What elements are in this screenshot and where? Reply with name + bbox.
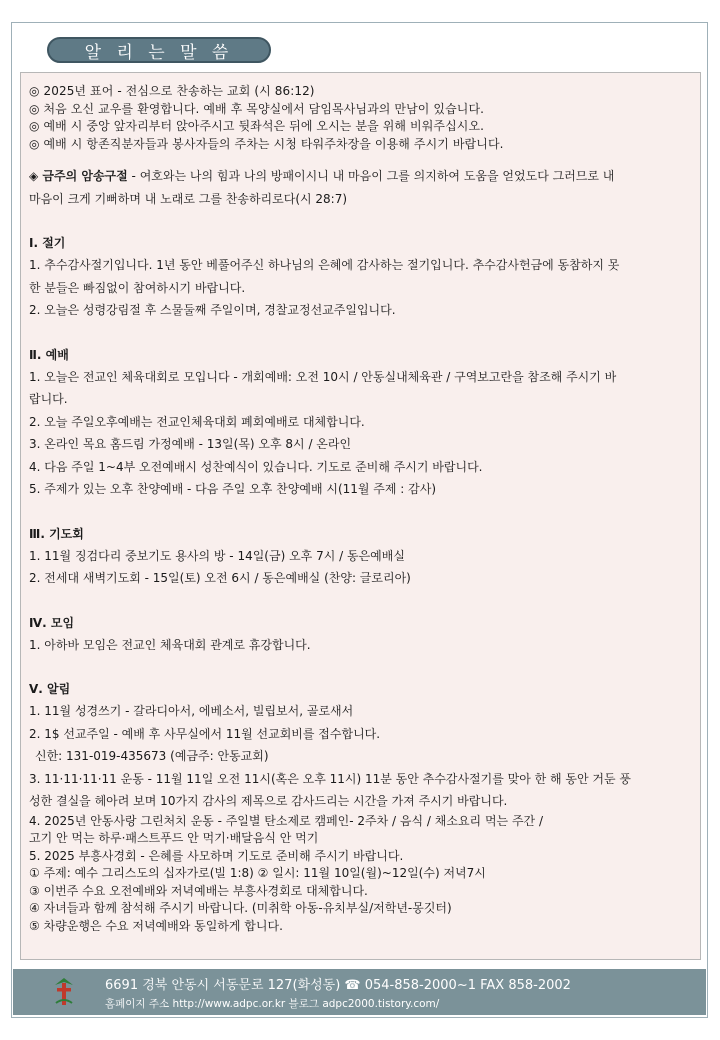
notice-list — [29, 83, 692, 153]
footer — [13, 969, 706, 1015]
section-item: 1. 추수감사절기입니다. 1년 동안 베풀어주신 하나님의 은혜에 감사하는 절기입니다. 추수감사헌금에 동참하지 못 — [29, 258, 620, 272]
section-item: ④ 자녀들과 함께 참석해 주시기 바랍니다. (미취학 아동-유치부실/저학년-몽깃터) — [29, 901, 452, 915]
memory-verse-text-2: 마음이 크게 기뻐하며 내 노래로 그를 찬송하리로다(시 28:7) — [29, 191, 348, 206]
memory-verse-text: - 여호와는 나의 힘과 나의 방패이시니 내 마음이 그를 의지하여 도움을 얻었도다 그러므로 내 — [127, 169, 615, 183]
section-item: 1. 11월 성경쓰기 - 갈라디아서, 에베소서, 빌립보서, 골로새서 — [29, 704, 354, 718]
page-title-text: 알 리 는 말 씀 — [84, 42, 234, 63]
section-heading: Ⅴ. 알림 — [29, 682, 71, 696]
memory-verse-label: ◈ 금주의 암송구절 — [29, 169, 128, 183]
section-festival — [29, 232, 692, 322]
section-item: 성한 결실을 헤아려 보며 10가지 감사의 제목으로 감사드리는 시간을 가져 주시기 바랍니다. — [29, 794, 508, 808]
notice-item: ◎ 예배 시 중앙 앞자리부터 앉아주시고 뒷좌석은 뒤에 오시는 분을 위해 비워주십시오. — [29, 119, 485, 133]
section-item: ① 주제: 예수 그리스도의 십자가로(빌 1:8) ② 일시: 11월 10일(월)~12일(수) 저녁7시 — [29, 866, 486, 880]
section-item: 1. 11월 징검다리 중보기도 용사의 방 - 14일(금) 오후 7시 / 동은예배실 — [29, 548, 405, 563]
church-logo-icon — [53, 977, 75, 1007]
section-item: 4. 다음 주일 1~4부 오전예배시 성찬예식이 있습니다. 기도로 준비해 주시기 바랍니다. — [29, 459, 483, 474]
section-heading: Ⅰ. 절기 — [29, 236, 66, 250]
section-heading: Ⅲ. 기도회 — [29, 526, 84, 541]
section-worship — [29, 344, 692, 501]
section-item: 한 분들은 빠짐없이 참여하시기 바랍니다. — [29, 280, 246, 295]
footer-web[interactable]: 홈페이지 주소 http://www.adpc.or.kr 블로그 adpc2000.tistory.com/ — [105, 998, 440, 1010]
memory-verse — [29, 165, 692, 210]
section-notice — [29, 678, 692, 935]
section-item: 2. 오늘은 성령강림절 후 스물둘째 주일이며, 경찰교정선교주일입니다. — [29, 303, 396, 317]
section-item: 2. 오늘 주일오후예배는 전교인체육대회 폐회예배로 대체합니다. — [29, 414, 365, 429]
section-item: 3. 11·11·11·11 운동 - 11월 11일 오전 11시(혹은 오후 11시) 11분 동안 추수감사절기를 맞아 한 해 동안 거둔 풍 — [29, 771, 632, 786]
section-item: 2. 1$ 선교주일 - 예배 후 사무실에서 11월 선교회비를 접수합니다. — [29, 726, 381, 741]
section-item: 랍니다. — [29, 392, 68, 406]
section-item: ⑤ 차량운행은 수요 저녁예배와 동일하게 합니다. — [29, 918, 283, 933]
notice-item: ◎ 예배 시 항존직분자들과 봉사자들의 주차는 시청 타워주차장을 이용해 주시기 바랍니다. — [29, 136, 504, 151]
announcement-box — [20, 72, 701, 960]
notice-item: ◎ 2025년 표어 - 전심으로 찬송하는 교회 (시 86:12) — [29, 84, 315, 98]
section-heading: Ⅱ. 예배 — [29, 347, 69, 362]
footer-address: 6691 경북 안동시 서동문로 127(화성동) ☎ 054-858-2000~1 FAX 858-2002 — [105, 978, 571, 993]
section-item: 1. 오늘은 전교인 체육대회로 모입니다 - 개회예배: 오전 10시 / 안동실내체육관 / 구역보고란을 참조해 주시기 바 — [29, 369, 617, 384]
bank-account: 신한: 131-019-435673 (예금주: 안동교회) — [35, 749, 269, 763]
section-item: 2. 전세대 새벽기도회 - 15일(토) 오전 6시 / 동은예배실 (찬양: 글로리아) — [29, 571, 411, 585]
section-item: 고기 안 먹는 하루·패스트푸드 안 먹기·배달음식 안 먹기 — [29, 831, 319, 845]
section-item: 3. 온라인 목요 홈드림 가정예배 - 13일(목) 오후 8시 / 온라인 — [29, 437, 352, 451]
section-item: ③ 이번주 수요 오전예배와 저녁예배는 부흥사경회로 대체합니다. — [29, 883, 368, 898]
section-meeting — [29, 612, 692, 657]
section-item: 4. 2025년 안동사랑 그린처치 운동 - 주일별 탄소제로 캠페인- 2주차 / 음식 / 채소요리 먹는 주간 / — [29, 813, 543, 828]
section-item: 1. 아하바 모임은 전교인 체육대회 관계로 휴강합니다. — [29, 637, 311, 652]
notice-item: ◎ 처음 오신 교우를 환영합니다. 예배 후 목양실에서 담임목사님과의 만남이 있습니다. — [29, 101, 485, 116]
section-item: 5. 2025 부흥사경회 - 은혜를 사모하며 기도로 준비해 주시기 바랍니다. — [29, 848, 404, 863]
section-heading: Ⅳ. 모임 — [29, 615, 75, 630]
section-item: 5. 주제가 있는 오후 찬양예배 - 다음 주일 오후 찬양예배 시(11월 주제 : 감사) — [29, 482, 437, 496]
page-title — [47, 37, 271, 63]
section-prayer — [29, 523, 692, 590]
